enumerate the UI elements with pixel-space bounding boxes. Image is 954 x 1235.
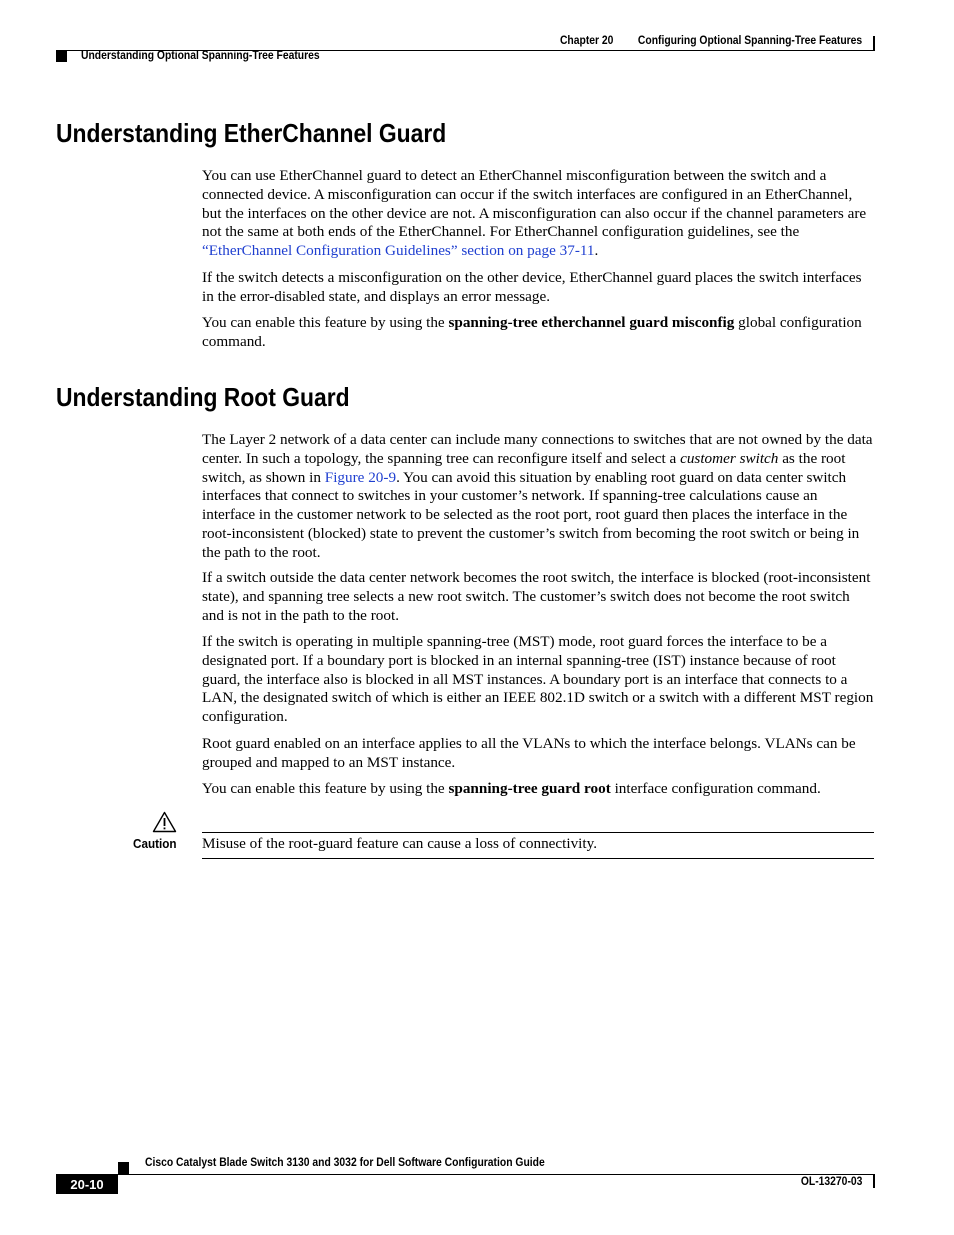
header-chapter: Chapter 20 <box>559 35 613 47</box>
header-chapter-title: Configuring Optional Spanning-Tree Features <box>637 35 862 47</box>
etherchannel-paragraph-1: You can use EtherChannel guard to detect an EtherChannel misconfiguration between the switch and a connected device. A misconfiguration can occur if the switch interfaces are configured in an EtherChannel, but the interfaces on the other device are not. A misconfiguration can also occur if the channel parameters are not the same at both ends of the EtherChannel. For EtherChannel configuration guidelines, see the “EtherChannel Configuration Guidelines” section on page 37-11. <box>202 167 867 260</box>
figure-20-9-link[interactable]: Figure 20-9 <box>324 468 397 486</box>
rootguard-paragraph-5: You can enable this feature by using the spanning-tree guard root interface configuration command. <box>202 780 821 797</box>
caution-text: Misuse of the root-guard feature can cause a loss of connectivity. <box>202 835 598 852</box>
etherchannel-paragraph-2: If the switch detects a misconfiguration on the other device, EtherChannel guard places the switch interfaces in the error-disabled state, and displays an error message. <box>202 269 862 305</box>
footer-vertical-rule <box>873 1175 875 1188</box>
rootguard-paragraph-3: If the switch is operating in multiple spanning-tree (MST) mode, root guard forces the interface to be a designated port. If a boundary port is blocked in an internal spanning-tree (IST) instance because of root guard, the interface also is blocked in all MST instances. A boundary port is an interface that connects to a LAN, the designated switch of which is either an IEEE 802.1D switch or a switch with a different MST region configuration. <box>202 633 874 726</box>
customer-switch-term: customer switch <box>680 449 779 467</box>
etherchannel-guidelines-link[interactable]: “EtherChannel Configuration Guidelines” section on page 37-11 <box>202 242 595 260</box>
heading-root-guard: Understanding Root Guard <box>56 382 350 412</box>
header-section: Understanding Optional Spanning-Tree Features <box>81 50 320 62</box>
etherchannel-command: spanning-tree etherchannel guard misconfig <box>448 314 735 331</box>
caution-top-rule <box>202 832 874 833</box>
root-guard-command: spanning-tree guard root <box>448 780 611 797</box>
header-block-marker <box>56 51 67 62</box>
footer-block-marker <box>118 1162 129 1174</box>
rootguard-paragraph-4: Root guard enabled on an interface applies to all the VLANs to which the interface belongs. VLANs can be grouped and mapped to an MST instance. <box>202 735 856 771</box>
footer-guide-title: Cisco Catalyst Blade Switch 3130 and 3032 for Dell Software Configuration Guide <box>145 1157 545 1169</box>
heading-etherchannel-guard: Understanding EtherChannel Guard <box>56 118 447 148</box>
caution-bottom-rule <box>202 858 874 859</box>
rootguard-paragraph-2: If a switch outside the data center network becomes the root switch, the interface is blocked (root-inconsistent state), and spanning tree selects a new root switch. The customer’s switch does not become the root switch and is not in the path to the root. <box>202 569 871 624</box>
footer-doc-number: OL-13270-03 <box>800 1176 862 1188</box>
footer-rule <box>56 1174 875 1175</box>
rootguard-paragraph-1: The Layer 2 network of a data center can include many connections to switches that are not owned by the data center. In such a topology, the spanning tree can reconfigure itself and select a customer switch as the root switch, as shown in Figure 20-9. You can avoid this situation by enabling root guard on data center switch interfaces that connect to switches in your customer’s network. If spanning-tree calculations cause an interface in the customer network to be selected as the root port, root guard then places the interface in the root-inconsistent (blocked) state to prevent the customer’s switch from becoming the root switch or being in the path to the root. <box>202 431 873 561</box>
caution-label: Caution <box>133 836 177 851</box>
etherchannel-paragraph-3: You can enable this feature by using the spanning-tree etherchannel guard misconfig global configuration command. <box>202 314 862 350</box>
warning-triangle-icon <box>152 811 177 833</box>
header-vertical-rule <box>873 36 875 50</box>
footer-page-number: 20-10 <box>70 1177 104 1192</box>
